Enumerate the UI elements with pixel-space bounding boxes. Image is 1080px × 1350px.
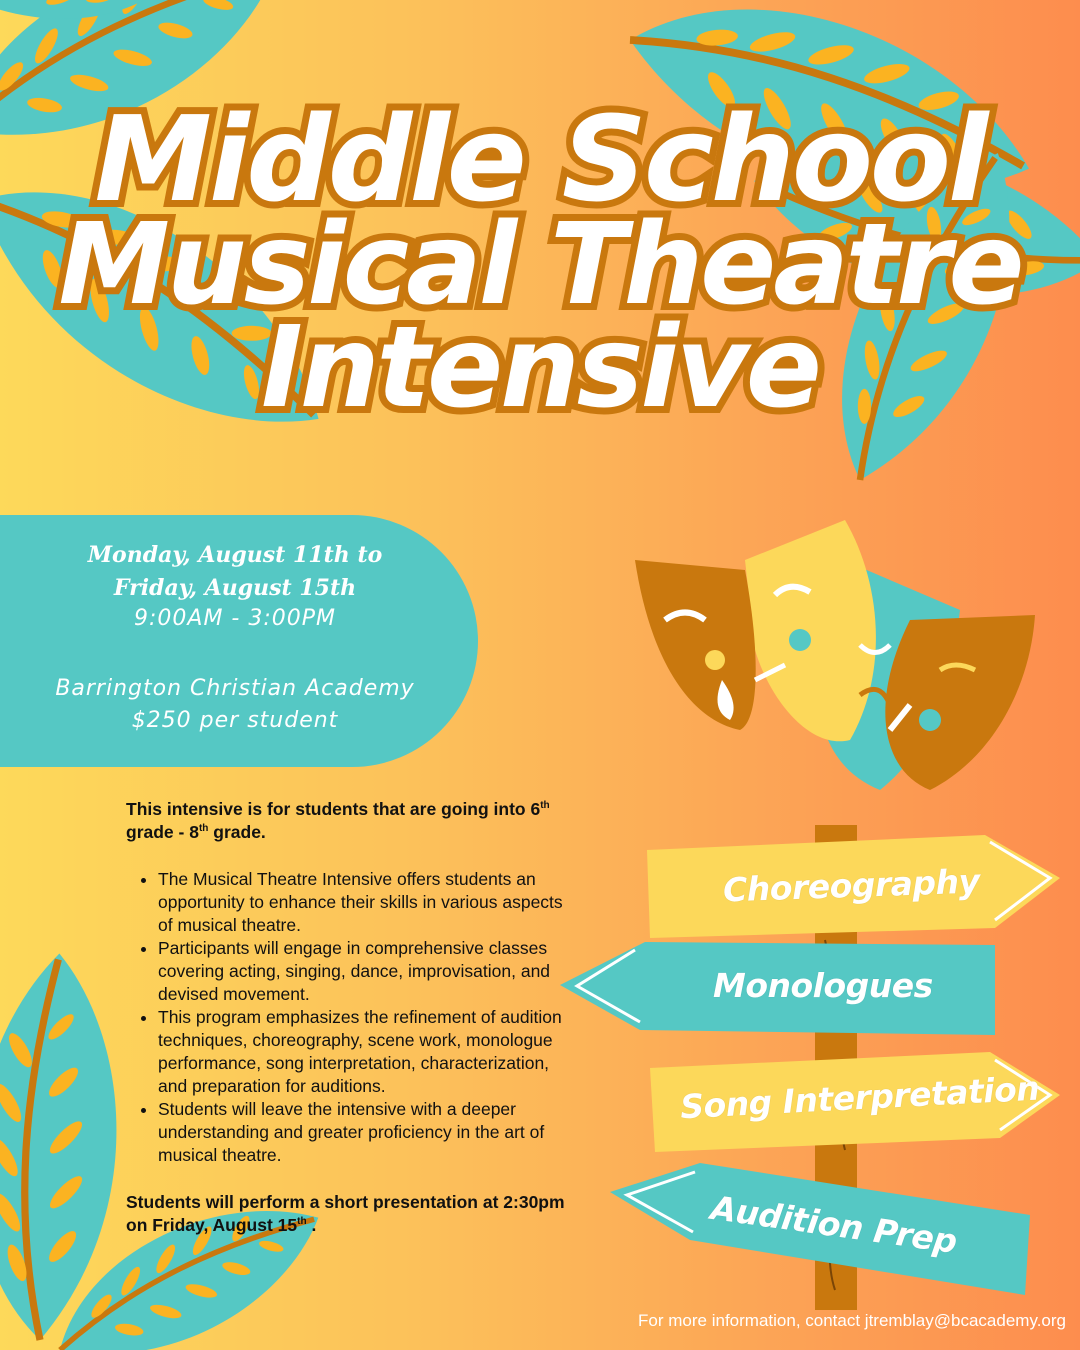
outro-sup: th xyxy=(297,1216,307,1228)
event-details-box xyxy=(0,515,478,767)
event-venue-price xyxy=(0,673,470,737)
intro-text-2: grade - 8 xyxy=(126,822,199,842)
sign-song-interpretation: Song Interpretation xyxy=(679,1068,1041,1127)
intro-text-1: This intensive is for students that are going into 6 xyxy=(126,799,541,819)
feature-list xyxy=(158,868,566,1167)
list-item: • This program emphasizes the refinement of audition techniques, choreography, scene work, monologue performance, song interpretation, characterization, and preparation for auditions. xyxy=(158,1006,566,1098)
event-dates xyxy=(0,539,470,605)
contact-info: For more information, contact jtremblay@bcacademy.org xyxy=(638,1311,1066,1330)
intro-paragraph xyxy=(126,798,566,844)
intro-text-3: grade. xyxy=(208,822,266,842)
venue-name: Barrington Christian Academy xyxy=(55,676,415,701)
signpost xyxy=(555,820,1065,1310)
list-item: • The Musical Theatre Intensive offers students an opportunity to enhance their skills in various aspects of musical theatre. xyxy=(158,868,566,937)
description xyxy=(126,798,566,1237)
dates-line-1: Monday, August 11th to xyxy=(87,542,383,568)
dates-line-2: Friday, August 15th xyxy=(113,575,357,601)
outro-text-2: . xyxy=(306,1215,317,1235)
list-item: • Students will leave the intensive with a deeper understanding and greater proficiency in the art of musical theatre. xyxy=(158,1098,566,1167)
intro-sup-2: th xyxy=(198,823,209,835)
poster-title xyxy=(20,90,1060,433)
event-time: 9:00AM - 3:00PM xyxy=(133,606,336,631)
sign-audition-prep: Audition Prep xyxy=(708,1187,960,1262)
title-line-1: Middle School xyxy=(94,90,986,228)
title-line-2: Musical Theatre xyxy=(58,199,1022,330)
list-item: • Participants will engage in comprehensive classes covering acting, singing, dance, improvisation, and devised movement. xyxy=(158,937,566,1006)
theatre-masks-icon xyxy=(630,520,1040,800)
title-line-3: Intensive xyxy=(261,302,819,433)
sign-choreography: Choreography xyxy=(722,861,981,910)
intro-sup-1: th xyxy=(540,800,550,812)
outro-text-1: Students will perform a short presentation at 2:30pm on Friday, August 15 xyxy=(126,1192,565,1235)
sign-monologues: Monologues xyxy=(713,966,933,1005)
price: $250 per student xyxy=(131,708,339,733)
presentation-note xyxy=(126,1191,566,1237)
